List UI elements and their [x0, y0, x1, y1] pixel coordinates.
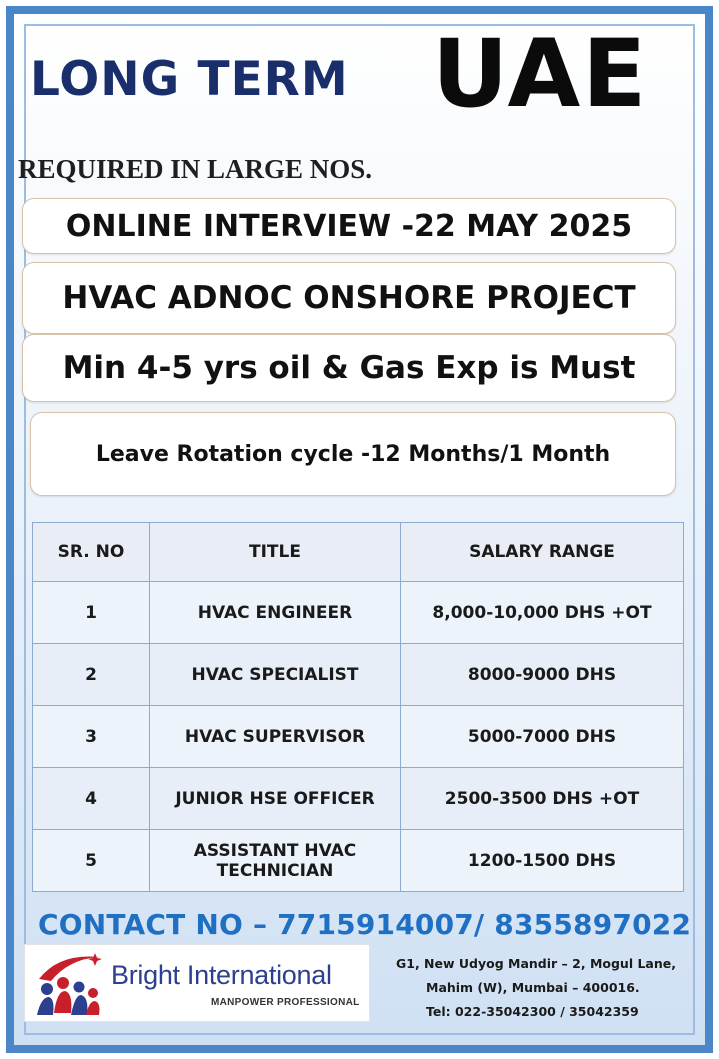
- jobs-table: [32, 522, 684, 892]
- table-row: [33, 582, 684, 644]
- table-row: [33, 830, 684, 892]
- cell-sr-no: 5: [33, 830, 150, 892]
- company-phone: Tel: 022-35042300 / 35042359: [426, 1004, 639, 1019]
- project-banner: HVAC ADNOC ONSHORE PROJECT: [22, 262, 676, 334]
- cell-salary: 8000-9000 DHS: [401, 644, 684, 706]
- cell-salary: 5000-7000 DHS: [401, 706, 684, 768]
- cell-sr-no: 2: [33, 644, 150, 706]
- cell-title: HVAC SUPERVISOR: [150, 706, 401, 768]
- header-title: TITLE: [150, 523, 401, 582]
- header-salary-range: SALARY RANGE: [401, 523, 684, 582]
- experience-banner: Min 4-5 yrs oil & Gas Exp is Must: [22, 334, 676, 402]
- cell-salary: 1200-1500 DHS: [401, 830, 684, 892]
- header-sr-no: SR. NO: [33, 523, 150, 582]
- cell-title: ASSISTANT HVAC TECHNICIAN: [150, 830, 401, 892]
- cell-sr-no: 4: [33, 768, 150, 830]
- company-logo: [24, 944, 370, 1022]
- table-row: [33, 644, 684, 706]
- headline-country: UAE: [432, 20, 649, 129]
- headline-long-term: LONG TERM: [30, 52, 349, 107]
- address-line-1: G1, New Udyog Mandir – 2, Mogul Lane,: [396, 956, 676, 971]
- contact-number: CONTACT NO – 7715914007/ 8355897022: [38, 908, 692, 941]
- cell-title: JUNIOR HSE OFFICER: [150, 768, 401, 830]
- company-tagline: MANPOWER PROFESSIONAL: [211, 997, 360, 1008]
- cell-salary: 2500-3500 DHS +OT: [401, 768, 684, 830]
- cell-sr-no: 3: [33, 706, 150, 768]
- cell-sr-no: 1: [33, 582, 150, 644]
- cell-title: HVAC SPECIALIST: [150, 644, 401, 706]
- required-notice: REQUIRED IN LARGE NOS.: [18, 154, 373, 184]
- address-line-2: Mahim (W), Mumbai – 400016.: [426, 980, 640, 995]
- leave-banner: Leave Rotation cycle -12 Months/1 Month: [30, 412, 676, 496]
- table-row: [33, 768, 684, 830]
- company-name: Bright International: [111, 960, 332, 990]
- interview-banner: ONLINE INTERVIEW -22 MAY 2025: [22, 198, 676, 254]
- table-header-row: [33, 523, 684, 582]
- cell-salary: 8,000-10,000 DHS +OT: [401, 582, 684, 644]
- people-logo-icon: [29, 949, 113, 1019]
- table-row: [33, 706, 684, 768]
- company-address: [396, 952, 696, 1024]
- cell-title: HVAC ENGINEER: [150, 582, 401, 644]
